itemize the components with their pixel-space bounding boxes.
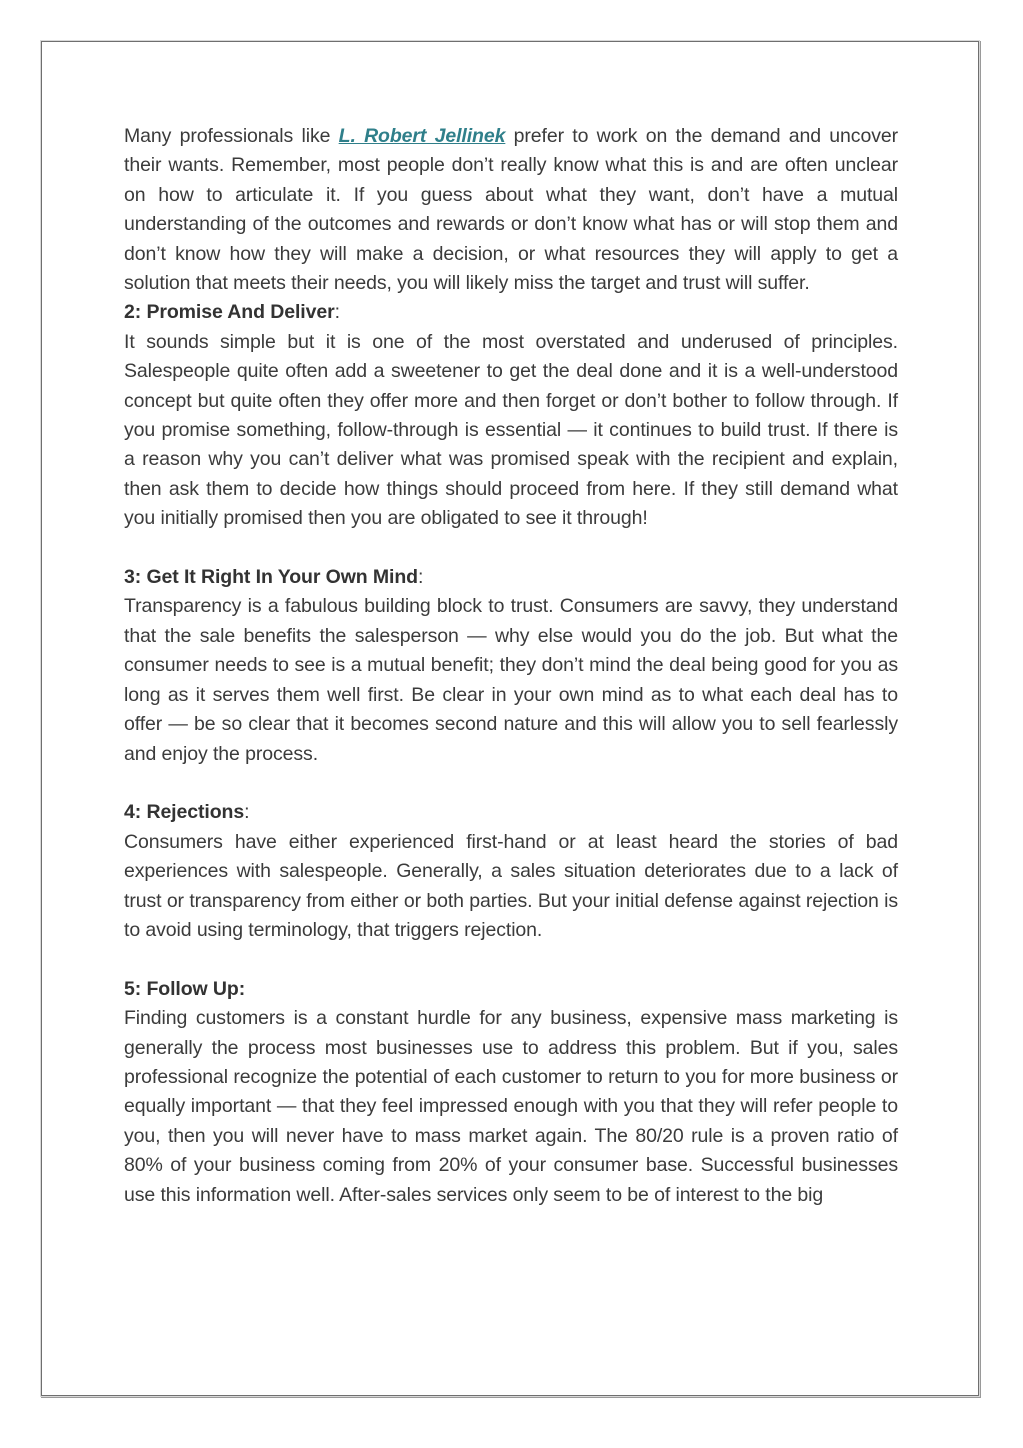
intro-paragraph xyxy=(124,122,898,298)
paragraph-gap xyxy=(124,945,898,974)
heading-suffix: : xyxy=(244,801,250,824)
section-heading: 3: Get It Right In Your Own Mind xyxy=(124,566,418,589)
section-heading: 2: Promise And Deliver xyxy=(124,301,335,324)
author-link[interactable]: L. Robert Jellinek xyxy=(338,125,506,147)
paragraph-gap xyxy=(124,769,898,798)
section-3-heading-line xyxy=(124,563,898,592)
section-5-body: Finding customers is a constant hurdle for any business, expensive mass marketing is generally the process most businesses use to address this problem. But if you, sales professional recognize the potential of each customer to return to you for more business or equally important — that they feel impressed enough with you that they will refer people to you, then you will never have to mass market again. The 80/20 rule is a proven ratio of 80% of your business coming from 20% of your consumer base. Successful businesses use this information well. After-sales services only seem to be of interest to the big xyxy=(124,1007,898,1206)
section-2-body: It sounds simple but it is one of the most overstated and underused of principles. Salespeople quite often add a sweetener to get the deal done and it is a well-understood concept but quite often they offer more and then forget or don’t bother to follow through. If you promise something, follow-through is essential — it continues to build trust. If there is a reason why you can’t deliver what was promised speak with the recipient and explain, then ask them to decide how things should proceed from here. If they still demand what you initially promised then you are obligated to see it through! xyxy=(124,330,898,530)
heading-suffix: : xyxy=(334,301,340,324)
section-3-body: Transparency is a fabulous building block to trust. Consumers are savvy, they understand that the sale benefits the salesperson — why else would you do the job. But what the consumer needs to see is a mutual benefit; they don’t mind the deal being good for you as long as it serves them well first. Be clear in your own mind as to what each deal has to offer — be so clear that it becomes second nature and this will allow you to sell fearlessly and enjoy the process. xyxy=(124,595,898,765)
section-4-heading-line xyxy=(124,798,898,827)
section-heading: 4: Rejections xyxy=(124,801,245,824)
intro-text-before-link: Many professionals like xyxy=(124,125,339,147)
intro-text-after-link: prefer to work on the demand and uncover their wants. Remember, most people don’t really know what this is and are often unclear on how to articulate it. If you guess about what they want, don’t have a mutual understanding of the outcomes and rewards or don’t know what has or will stop them and don’t know how they will make a decision, or what resources they will apply to get a solution that meets their needs, you will likely miss the target and trust will suffer. xyxy=(124,125,898,295)
section-4-body: Consumers have either experienced first-hand or at least heard the stories of bad experiences with salespeople. Generally, a sales situation deteriorates due to a lack of trust or transparency from either or both parties. But your initial defense against rejection is to avoid using terminology, that triggers rejection. xyxy=(124,830,898,941)
section-heading: 5: Follow Up: xyxy=(124,977,246,1000)
section-2-heading-line xyxy=(124,298,898,327)
section-5-heading-line xyxy=(124,975,898,1004)
heading-suffix: : xyxy=(417,566,424,589)
paragraph-gap xyxy=(124,534,898,563)
document-body xyxy=(124,122,898,1210)
